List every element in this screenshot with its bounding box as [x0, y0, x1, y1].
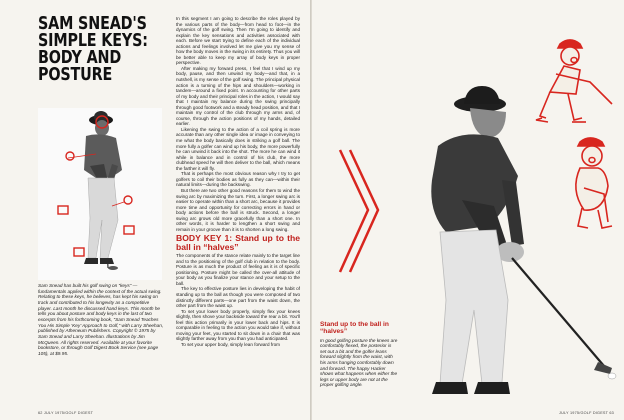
hacker-cartoon-upper — [536, 40, 612, 122]
right-page — [312, 0, 624, 420]
shoulder-marker — [66, 152, 74, 160]
folio-right: JULY 1975/GOLF DIGEST 63 — [558, 411, 614, 415]
hacker-cartoon-lower — [576, 138, 612, 228]
right-caption-text: In good golfing posture the knees are comfortably flexed, the posterior is set out a bit and the golfer leans forward slightly from the waist, with his arms hanging comfortably down and forward. The happy Hacker shows what happens when either the legs or upper body are not at the proper golfing angle. — [320, 337, 398, 388]
article-column — [176, 16, 300, 411]
left-page — [0, 0, 310, 420]
intro-paragraph: That is perhaps the most obvious reason why I try to get golfers to coil their bodies as fully as they can—within their natural limits—during the backswing. — [176, 171, 300, 188]
intro-paragraph: After making my forward press, I feel that I wind up my body, pause, and then unwind my body—and that, in a nutshell, is my sense of the golf swing. The principal physical action is a turning of the hips and shoulders—working in tandem—around a fixed point. In accounting for other parts of my body and their principal roles in the action, I would say that I maintain my balance during the swing principally through good footwork and a steady head position, and that I maintain my control of the club through my arms and, of course, through the action positions of my hands, detailed earlier. — [176, 65, 300, 127]
hip-marker — [124, 196, 132, 204]
intro-paragraph: In this segment I am going to describe the roles played by the various parts of the body—from head to foot—in the dynamics of the golf swing. Then I'm going to identify and explain the key sensations and activities associated with each. Before we start trying to define each of the individual actions and feelings involved let me give you my sense of how the body moves in the swing in its entirety. Thus you will be better able to keep my array of body keys in proper perspective. — [176, 16, 300, 66]
red-chevron-outer — [340, 150, 368, 272]
golfer-address-illustration — [38, 108, 162, 280]
red-chevron-inner — [350, 150, 378, 272]
right-caption-heading: Stand up to the ball in “halves” — [320, 321, 389, 335]
golfer-figure — [431, 86, 616, 394]
article-headline — [38, 14, 148, 85]
folio-left: 62 JULY 1975/GOLF DIGEST — [38, 411, 94, 415]
headline-line-2: SIMPLE KEYS: — [38, 31, 148, 51]
body-key-paragraph: To set your lower body properly, simply flex your knees slightly, then shove your backside toward the rear a bit. You'll feel this action primarily in your lower back and hips. It is comparable in feeling to the action you would take if, without moving your feet, you started to sit down in a chair that was slightly farther away from you than you had anticipated. — [176, 308, 300, 342]
body-key-paragraph: The components of the stance relate mainly to the target line and to the positioning of the golf club in relation to the body. Posture is as much the product of feeling as it is of specific positioning. Posture might be called the over-all attitude of your body as you finalize your stance and your setup to the ball. — [176, 253, 300, 286]
body-key-paragraph: To set your upper body, simply lean forward from — [181, 341, 280, 347]
foot-marker — [74, 248, 84, 256]
body-key-heading: BODY KEY 1: Stand up to the ball in “halves” — [176, 233, 300, 252]
intro-paragraph: Likening the swing to the action of a coil spring is more accurate than any other single idea or image in conveying to me what the body basically does in striking a golf ball. The more fully a golfer can wind up his body, the more powerfully he can unwind it back into the shot. The more he can wind it while in balance and in control of his club, the more clubhead speed he will then deliver to the ball, which means the farther it will fly. — [176, 126, 300, 171]
headline-line-4: POSTURE — [38, 65, 113, 85]
headline-line-3: BODY AND — [38, 48, 122, 68]
intro-paragraph: But there are two other good reasons for them to wind the swing arc by maximizing the turn. First, a longer swing arc is easier to operate within than a short arc, because it provides more time and opportunity for correcting errors in hand or body actions before the ball is struck. Second, a longer swing arc grows old more gracefully than a short one. In other words, it is harder to lengthen a short swing and remain in your groove than it is to shorten a long swing. — [176, 187, 300, 232]
knee-marker-right — [124, 226, 134, 234]
knee-marker-left — [58, 206, 68, 214]
golfer-address-photo — [38, 108, 162, 280]
left-caption: Sam Snead has built his golf swing on “keys” —fundamentals applied within the context of the actual swing. Relating to these keys, he believes, has kept his swing on track and contributed to his longevity as a competitive player. Last month he discussed hand keys. This month he tells you about posture and body keys in the last of two excerpts from his forthcoming book, “Sam Snead Teaches You His Simple ‘Key’ Approach to Golf,” with Larry Sheehan, published by Atheneum Publishers. Copyright © 1975 by Sam Snead and Larry Sheehan. Illustrations by Jim McQueen. All rights reserved. Available at your favorite bookstore, or through Golf Digest Book Service (see page 105), at $9.95. — [38, 283, 164, 356]
right-caption — [320, 322, 398, 388]
body-key-paragraph: The key to effective posture lies in developing the habit of standing up to the ball as though you were composed of two distinctly different parts—one part from the waist down, the other part from the waist up. — [176, 286, 300, 309]
headline-line-1: SAM SNEAD'S — [38, 14, 147, 34]
